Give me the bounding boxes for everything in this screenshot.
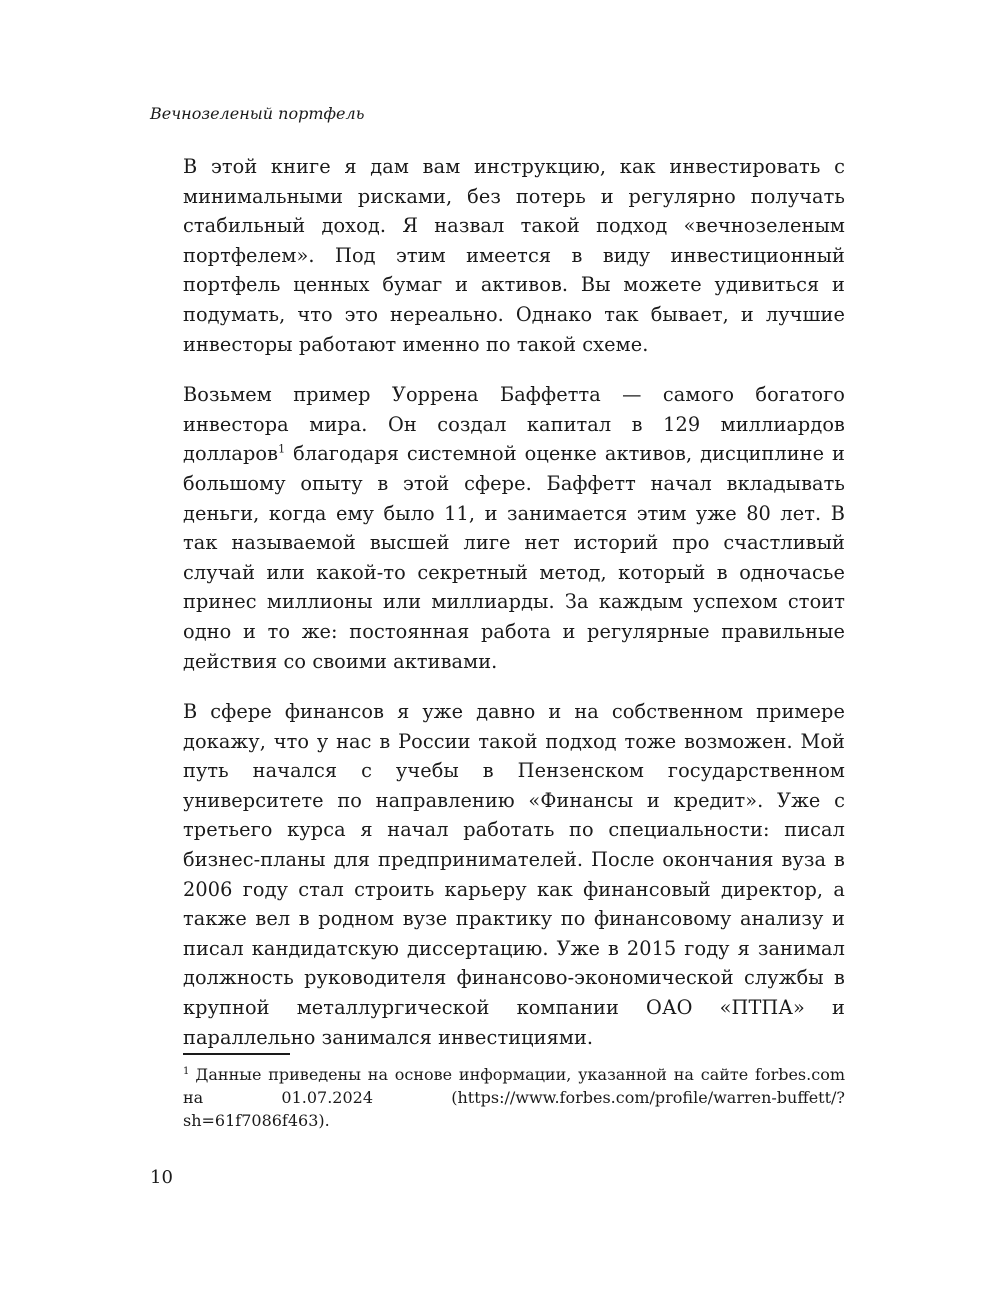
paragraph-buffett-start: Возьмем пример Уоррена Баффетта — самого богатого инвестора мира. Он создал капитал в 129 миллиардов долларов: [183, 383, 845, 466]
paragraph-buffett-end: благодаря системной оценке активов, дисциплине и большому опыту в этой сфере. Баффетт начал вкладывать деньги, когда ему было 11, и занимается этим уже 80 лет. В так называемой высшей лиге нет историй про счастливый случай или какой-то секретный метод, который в одночасье принес миллионы или миллиарды. За каждым успехом стоит одно и то же: постоянная работа и регулярные правильные действия со своими активами.: [183, 442, 846, 673]
footnote-mark: 1: [183, 1065, 190, 1077]
paragraph-intro: В этой книге я дам вам инструкцию, как инвестировать с минимальными рисками, без потерь и регулярно получать стабильный доход. Я назвал такой подход «вечнозеленым портфелем». Под этим имеется в виду инвестиционный портфель ценных бумаг и активов. Вы можете удивиться и подумать, что это нереально. Однако так бывает, и лучшие инвесторы работают именно по такой схеме.: [183, 155, 845, 356]
paragraph-author-career: В сфере финансов я уже давно и на собственном примере докажу, что у нас в России такой подход тоже возможен. Мой путь начался с учебы в Пензенском государственном университете по направлению «Финансы и кредит». Уже с третьего курса я начал работать по специальности: писал бизнес-планы для предпринимателей. После окончания вуза в 2006 году стал строить карьеру как финансовый директор, а также вел в родном вузе практику по финансовому анализу и писал кандидатскую диссертацию. Уже в 2015 году я занимал должность руководителя финансово-экономической службы в крупной металлургической компании ОАО «ПТПА» и параллельно занимался инвестициями.: [183, 700, 845, 1049]
paragraph-buffett: [183, 380, 845, 676]
footnote-text: Данные приведены на основе информации, указанной на сайте forbes.com на 01.07.2024 (https://www.forbes.com/profile/warren-buffett/?sh=61f7086f463).: [183, 1065, 845, 1130]
main-text: [183, 152, 845, 1073]
footnote-reference[interactable]: 1: [278, 442, 286, 456]
footnote: [183, 1063, 845, 1132]
running-title: Вечнозеленый портфель: [150, 104, 365, 123]
page-number: 10: [150, 1167, 173, 1188]
footnote-divider: [183, 1053, 290, 1055]
